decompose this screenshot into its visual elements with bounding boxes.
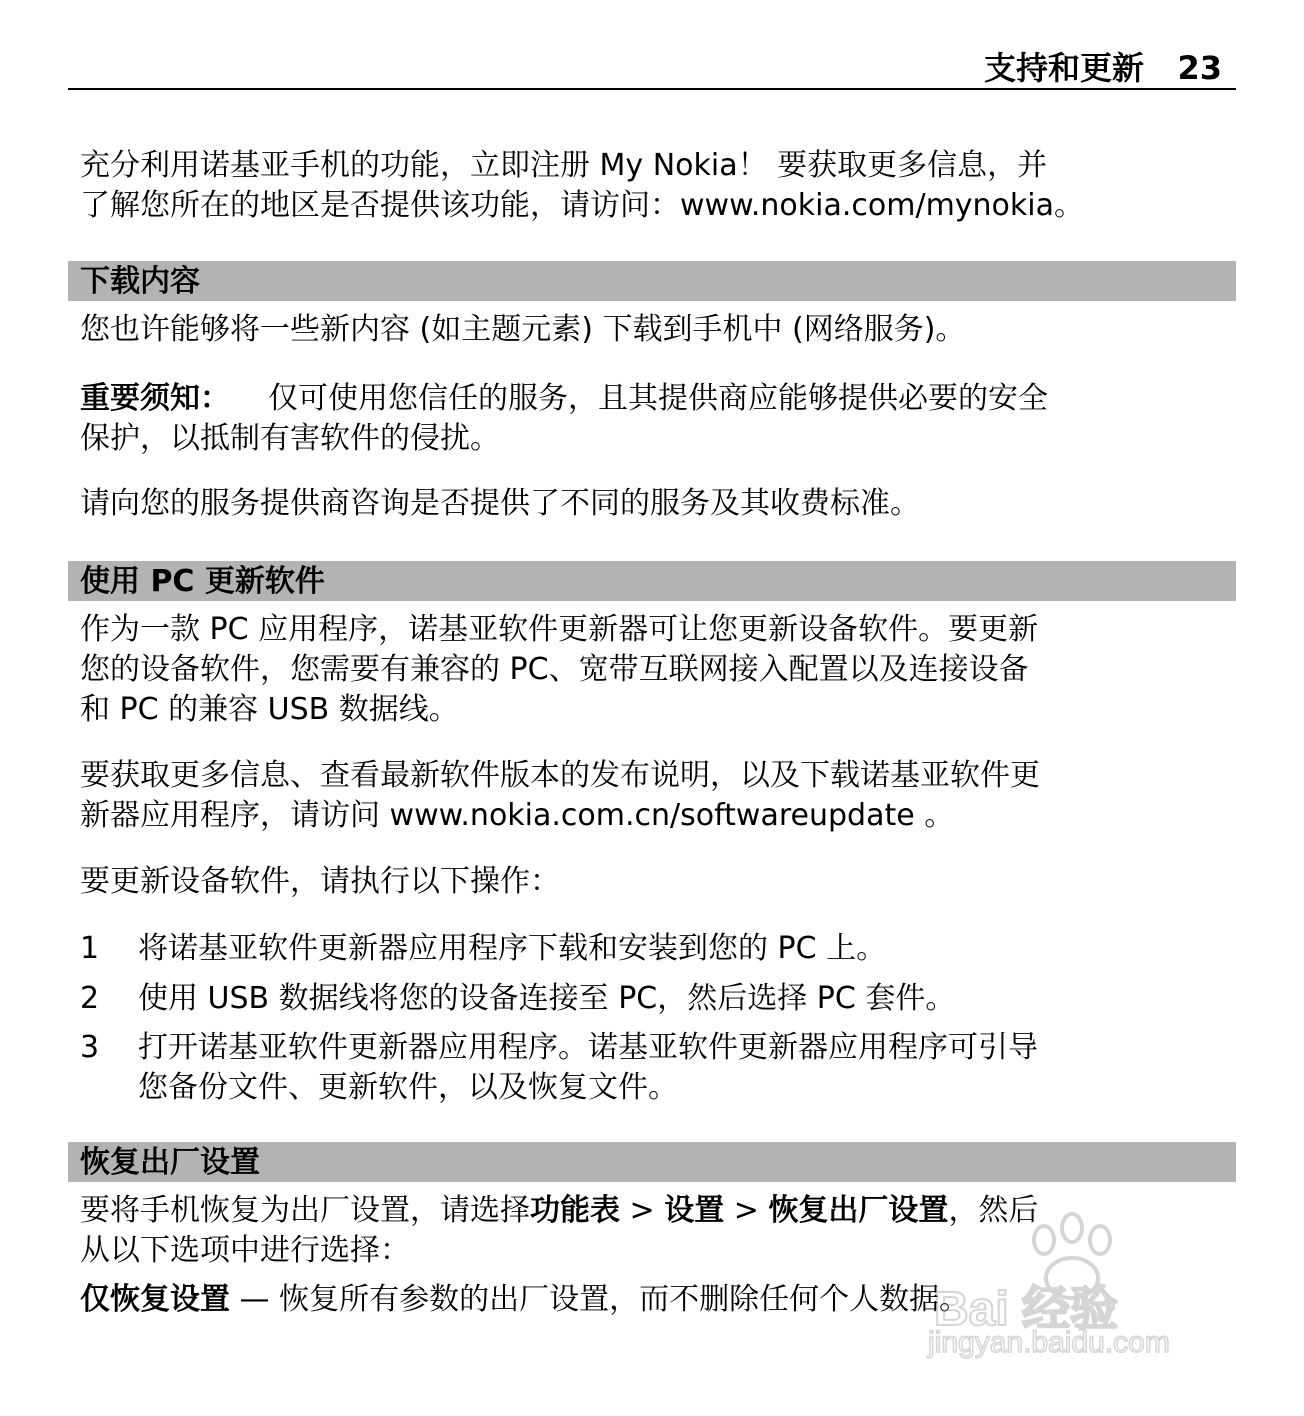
step-number: 1 bbox=[80, 931, 100, 966]
menu-path-separator: > bbox=[724, 1193, 769, 1228]
watermark-brand: Bai 经验 bbox=[934, 1283, 1119, 1336]
watermark-url: jingyan.baidu.com bbox=[928, 1326, 1170, 1359]
pc-update-line-1: 作为一款 PC 应用程序，诺基亚软件更新器可让您更新设备软件。要更新 bbox=[80, 612, 1039, 647]
important-notice-line-1 bbox=[80, 379, 1230, 419]
step-number: 3 bbox=[80, 1030, 100, 1065]
step-text: 打开诺基亚软件更新器应用程序。诺基亚软件更新器应用程序可引导 bbox=[138, 1030, 1038, 1065]
section-heading-restore-label: 恢复出厂设置 bbox=[80, 1145, 260, 1180]
restore-line-2: 从以下选项中进行选择： bbox=[80, 1233, 410, 1268]
important-notice-text: 仅可使用您信任的服务，且其提供商应能够提供必要的安全 bbox=[268, 381, 1048, 416]
important-notice-label: 重要须知： bbox=[80, 381, 230, 416]
section-heading-pc-update bbox=[68, 561, 1236, 601]
step-number: 2 bbox=[80, 981, 100, 1016]
restore-option-label: 仅恢复设置 bbox=[80, 1282, 230, 1317]
pc-update-line-2: 您的设备软件，您需要有兼容的 PC、宽带互联网接入配置以及连接设备 bbox=[80, 652, 1029, 687]
intro-line-1: 充分利用诺基亚手机的功能，立即注册 My Nokia！ 要获取更多信息，并 bbox=[80, 148, 1048, 183]
step-text-continued: 您备份文件、更新软件，以及恢复文件。 bbox=[138, 1070, 678, 1105]
more-info-line-2: 新器应用程序，请访问 www.nokia.com.cn/softwareupdate 。 bbox=[80, 798, 955, 833]
section-heading-pc-update-label: 使用 PC 更新软件 bbox=[80, 564, 325, 599]
page-header bbox=[68, 44, 1236, 90]
step-text: 使用 USB 数据线将您的设备连接至 PC，然后选择 PC 套件。 bbox=[138, 981, 956, 1016]
menu-path-functions: 功能表 bbox=[530, 1193, 620, 1228]
chapter-title: 支持和更新 bbox=[983, 49, 1144, 87]
menu-path-restore: 恢复出厂设置 bbox=[768, 1193, 949, 1228]
section-heading-download-label: 下载内容 bbox=[80, 264, 200, 299]
intro-line-2: 了解您所在的地区是否提供该功能，请访问：www.nokia.com/mynokia。 bbox=[80, 188, 1085, 223]
restore-option-text: — 恢复所有参数的出厂设置，而不删除任何个人数据。 bbox=[230, 1282, 970, 1317]
page-number: 23 bbox=[1177, 49, 1222, 87]
step-text: 将诺基亚软件更新器应用程序下载和安装到您的 PC 上。 bbox=[138, 931, 887, 966]
more-info-line-1: 要获取更多信息、查看最新软件版本的发布说明，以及下载诺基亚软件更 bbox=[80, 758, 1040, 793]
section-heading-restore bbox=[68, 1142, 1236, 1182]
download-paragraph: 您也许能够将一些新内容 (如主题元素) 下载到手机中 (网络服务)。 bbox=[80, 312, 966, 347]
menu-path-separator: > bbox=[620, 1193, 665, 1228]
baidu-watermark bbox=[924, 1200, 1244, 1370]
update-steps-intro: 要更新设备软件，请执行以下操作： bbox=[80, 864, 560, 899]
menu-path-settings: 设置 bbox=[664, 1193, 725, 1228]
service-provider-paragraph: 请向您的服务提供商咨询是否提供了不同的服务及其收费标准。 bbox=[80, 486, 920, 521]
restore-intro-text: 要将手机恢复为出厂设置，请选择 bbox=[80, 1193, 530, 1228]
pc-update-line-3: 和 PC 的兼容 USB 数据线。 bbox=[80, 692, 459, 727]
important-notice-line-2: 保护，以抵制有害软件的侵扰。 bbox=[80, 421, 500, 456]
section-heading-download bbox=[68, 261, 1236, 301]
restore-intro-tail: ，然后 bbox=[948, 1193, 1039, 1228]
